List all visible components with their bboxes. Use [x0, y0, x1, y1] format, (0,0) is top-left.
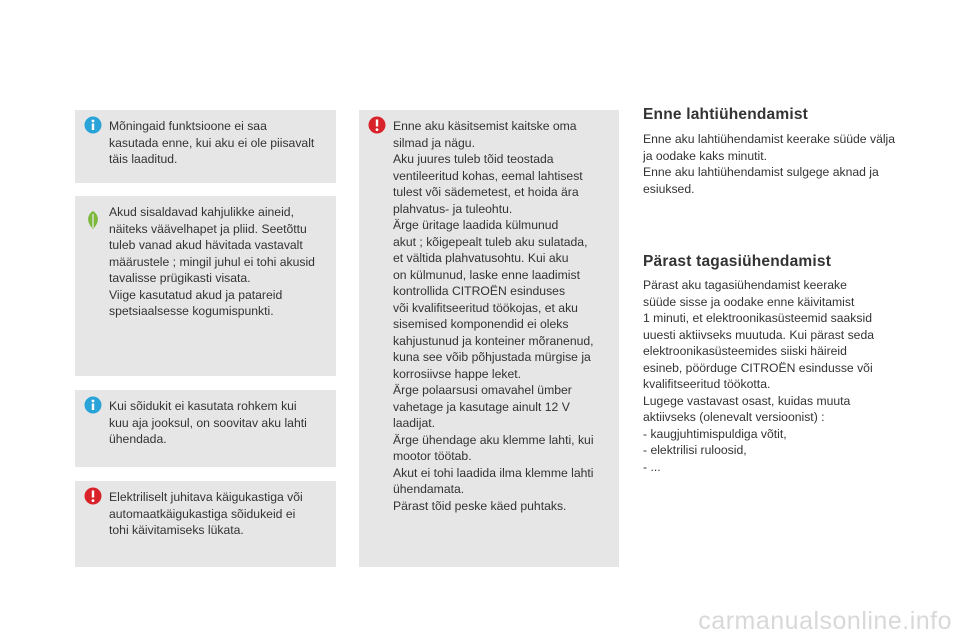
info-icon: [84, 116, 102, 134]
warning-icon: [368, 116, 386, 134]
warning-icon: [84, 487, 102, 505]
leaf-icon: [84, 210, 102, 228]
watermark: carmanualsonline.info: [698, 607, 952, 635]
section-heading-before: Enne lahtiühendamist: [643, 106, 809, 123]
info-icon: [84, 396, 102, 414]
environment-note-text: Akud sisaldavad kahjulikke aineid, näiteks väävelhapet ja pliid. Seetõttu tuleb vanad akud hävitada vastavalt määrustele ; mingil juhul ei tohi akusid tavalisse prügikasti visata. Viige kasutatud akud ja patareid spetsiaalsesse kogumispunkti.: [109, 205, 315, 318]
warning-note-box: [75, 481, 336, 567]
warning-note-box-large: [359, 110, 619, 567]
info-note-text: Kui sõidukit ei kasutata rohkem kui kuu aja jooksul, on soovitav aku lahti ühendada.: [109, 399, 307, 446]
environment-note-box: [75, 196, 336, 376]
section-text-before: Enne aku lahtiühendamist keerake süüde välja ja oodake kaks minutit. Enne aku lahtiühendamist sulgege aknad ja esiuksed.: [643, 132, 896, 196]
info-note-text: Mõningaid funktsioone ei saa kasutada enne, kui aku ei ole piisavalt täis laaditud.: [109, 119, 315, 166]
section-heading-after: Pärast tagasiühendamist: [643, 253, 832, 270]
warning-note-text: Elektriliselt juhitava käigukastiga või automaatkäigukastiga sõidukeid ei tohi käivitamiseks lükata.: [109, 490, 303, 537]
info-note-box-2: [75, 390, 336, 467]
info-note-box: [75, 110, 336, 183]
warning-note-text: Enne aku käsitsemist kaitske oma silmad ja nägu. Aku juures tuleb tõid teostada ventileeritud kohas, eemal lahtisest tulest või sädemetest, et hoida ära plahvatus- ja tuleohtu. Ärge üritage laadida külmunud akut ; kõigepealt tuleb aku sulatada, et vältida plahvatusohtu. Kui aku on külmunud, laske enne laadimist kontrollida CITROËN esinduses või kvalifitseeritud töökojas, et aku sisemised komponendid ei oleks kahjustunud ja konteiner mõranenud, kuna see võib põhjustada mürgise ja korrosiivse happe leket. Ärge polaarsusi omavahel ümber vahetage ja kasutage ainult 12 V laadijat. Ärge ühendage aku klemme lahti, kui mootor töötab. Akut ei tohi laadida ilma klemme lahti ühendamata. Pärast tõid peske käed puhtaks.: [393, 119, 594, 513]
section-text-after: Pärast aku tagasiühendamist keerake süüde sisse ja oodake enne käivitamist 1 minuti, et elektroonikasüsteemid saaksid uuesti aktiivseks muutuda. Kui pärast seda elektroonikasüsteemides siiski häireid esineb, pöörduge CITROËN esindusse või kvalifitseeritud töökotta. Lugege vastavast osast, kuidas muuta aktiivseks (olenevalt versioonist) : - kaugjuhtimispuldiga võtit, - elektrilisi ruloosid, - ...: [643, 278, 875, 474]
